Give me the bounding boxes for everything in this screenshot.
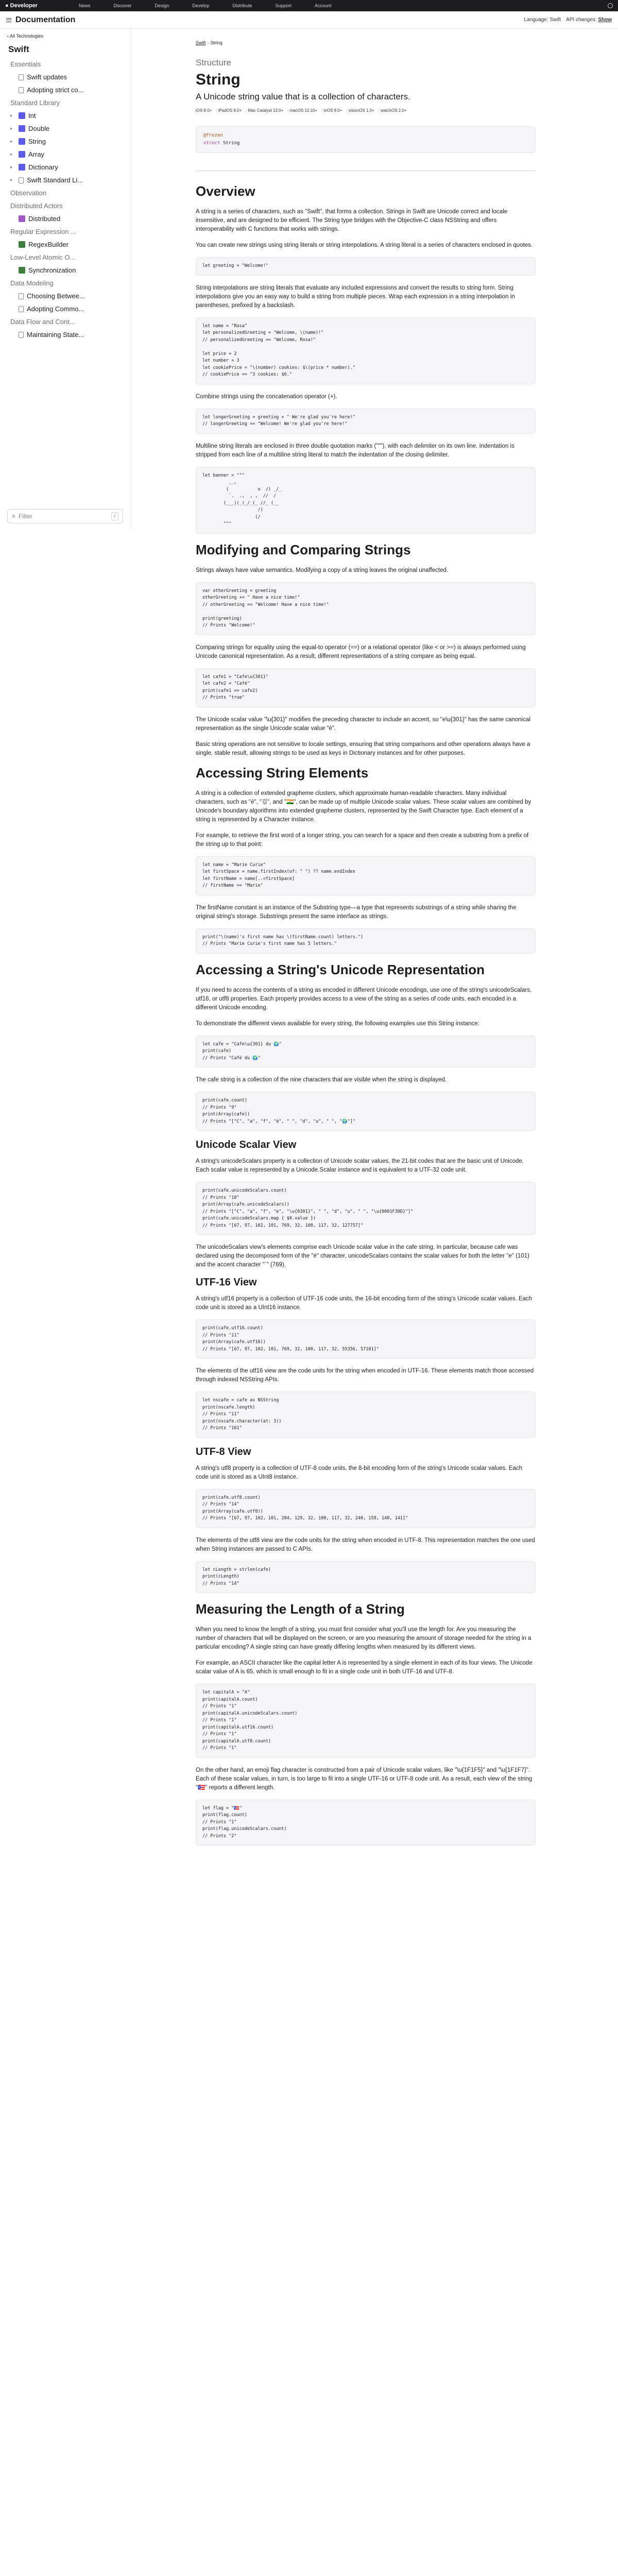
body-paragraph: String interpolations are string literals that evaluate any included expressions and convert the results to string form. String interpolations give you an easy way to build a string from multiple pieces. Wrap each expression in a string interpolation in parentheses, prefixed by a backslash. [196,284,515,309]
all-technologies-link[interactable]: ‹ All Technologies [7,33,43,39]
global-nav-link-develop[interactable]: Develop [192,3,210,8]
subsection-heading: UTF-8 View [196,1446,251,1458]
section-heading: Accessing String Elements [196,765,369,781]
body-paragraph: The Unicode scalar value "\u{301}" modifies the preceding character to include an accent, so "e\u{301}" has the same canonical representation as the single Unicode scalar value "é". [196,716,530,732]
sidebar-section-heading: Low-Level Atomic O... [10,253,76,261]
struct-icon [19,138,25,145]
section-heading: Overview [196,183,255,199]
sidebar-list [0,58,131,341]
language-option[interactable]: Language: Swift [524,17,561,23]
availability-badge: | Mac Catalyst 13.0+ [246,108,283,113]
body-paragraph: If you need to access the contents of a string as encoded in different Unicode encodings, use one of the string's unicodeScalars, utf16, or utf8 properties. Each property provides access to a view of the string as a series of code units, each encoded in a different Unicode encoding. [196,987,532,1011]
abstract: A Unicode string value that is a collection of characters. [196,92,410,101]
body-paragraph: Strings always have value semantics. Modifying a copy of a string leaves the original unaffected. [196,567,449,573]
sidebar-section-heading: Standard Library [10,99,60,107]
declaration-keyword: struct [203,141,220,146]
body-paragraph: A string's utf16 property is a collection of UTF-16 code units, the 16-bit encoding form of the string's Unicode scalar values. Each code unit is stored as a UInt16 instance. [196,1296,533,1311]
global-nav-link-distribute[interactable]: Distribute [232,3,252,8]
code-listing: let cafe = "Cafe\u{301} du 🌍" print(cafe) // Prints "Café du 🌍" [196,1036,536,1068]
sidebar-item-label: Adopting strict co... [27,86,84,94]
sidebar-item[interactable] [0,71,131,83]
breadcrumb-string: String [210,40,223,45]
availability-badge: | tvOS 9.0+ [321,108,342,113]
sidebar-item[interactable] [0,161,131,174]
documentation-header [0,11,618,29]
chevron-right-icon[interactable]: ▸ [10,151,13,157]
article-icon [19,332,24,338]
code-listing: let flag = "🇵🇷" print(flag.count) // Prints "1" print(flag.unicodeScalars.count) // Prints "2" [196,1800,536,1846]
body-paragraph: On the other hand, an emoji flag character is constructed from a pair of Unicode scalar values, like "\u{1F1F5}" and "\u{1F1F7}". Each of these scalar values, in turn, is too large to fit into a single UTF-16 or UTF-8 code unit. As a result, each view of the string "🇵🇷" reports a different length. [196,1767,533,1791]
module-icon [19,267,25,274]
symbol-kind: Structure [196,58,231,67]
sidebar-item-label: Choosing Betwee... [27,292,85,300]
code-listing: let capitalA = "A" print(capitalA.count) // Prints "1" print(capitalA.unicodeScalars.count) // Prints "1" print(capitalA.utf16.count) // Prints "1" print(capitalA.utf8.count) // Prints "1" [196,1684,536,1758]
sidebar-item[interactable] [0,174,131,187]
code-listing: print(cafe.utf16.count) // Prints "11" print(Array(cafe.utf16)) // Prints "[67, 97, 102, 101, 769, 32, 100, 117, 32, 55356, 57101]" [196,1319,536,1359]
global-nav-link-account[interactable]: Account [314,3,332,8]
code-listing: let banner = """ __, ( o /) _/_ `. ., , , // / (___)(_(_/_(_ //_ (__ /) (/ """ [196,467,536,534]
declaration-name: String [222,141,240,146]
global-nav [0,0,618,11]
availability-badge: | watchOS 2.0+ [379,108,407,113]
sidebar-section-heading: Distributed Actors [10,202,63,210]
body-paragraph: For example, an ASCII character like the capital letter A is represented by a single element in each of its four views. The Unicode scalar value of A is 65, which is small enough to fit in a single code unit in both UTF-16 and UTF-8. [196,1660,533,1675]
breadcrumb-swift[interactable]: Swift [196,40,206,45]
body-paragraph: The elements of the utf16 view are the code units for the string when encoded in UTF-16. These elements match those accessed through indexed NSString APIs. [196,1368,534,1383]
filter-icon: ≡ [12,513,16,520]
code-listing: print(cafe.unicodeScalars.count) // Prints "10" print(Array(cafe.unicodeScalars)) // Prints "["C", "a", "f", "e", "\u{0301}", " ", "d", "u", " ", "\u{0001F30D}"]" print(cafe.unicodeScalars.map { $0.value }) // Prints "[67, 97, 102, 101, 769, 32, 100, 117, 32, 127757]" [196,1182,536,1235]
search-icon[interactable] [608,3,613,8]
brand-label: Developer [10,3,38,9]
sidebar-item-label: Distributed [28,215,61,223]
body-paragraph: A string is a series of characters, such as "Swift", that forms a collection. Strings in Swift are Unicode correct and locale insensitive, and are designed to be efficient. The String type bridges with the Objective-C class NSString and offers interoperability with C functions that works with strings. [196,209,508,232]
global-nav-link-support[interactable]: Support [275,3,291,8]
sidebar-item-label: Maintaining State... [27,331,84,338]
filter-shortcut: / [111,512,118,520]
availability-badge: | macOS 10.10+ [287,108,317,113]
sidebar-item-label: Array [28,150,45,158]
code-listing: let cafe1 = "Cafe\u{301}" let cafe2 = "Café" print(cafe1 == cafe2) // Prints "true" [196,668,536,707]
subsection-heading: UTF-16 View [196,1277,257,1288]
declaration [196,126,536,153]
global-nav-link-news[interactable]: News [78,3,91,8]
developer-brand[interactable] [5,3,38,9]
global-nav-link-discover[interactable]: Discover [113,3,132,8]
body-paragraph: Basic string operations are not sensitive to locale settings, ensuring that string comparisons and other operations always have a single, stable result, allowing strings to be used as keys in Dictionary instances and for other purposes. [196,741,530,756]
sidebar-item-label: Int [28,112,36,120]
sidebar-section-heading: Data Modeling [10,279,54,287]
body-paragraph: Combine strings using the concatenation operator (+). [196,393,337,400]
body-paragraph: You can create new strings using string literals or string interpolations. A string literal is a series of characters enclosed in quotes. [196,242,533,248]
code-listing: let nscafe = cafe as NSString print(nscafe.length) // Prints "11" print(nscafe.character(at: 3)) // Prints "101" [196,1392,536,1438]
sidebar-item-label: Double [28,125,50,132]
sidebar-section-heading: Observation [10,189,47,197]
chevron-right-icon[interactable]: ▸ [10,139,13,144]
main-content [196,29,536,1854]
body-paragraph: The firstName constant is an instance of the Substring type—a type that represents substrings of a string while sharing the original string's storage. Substrings present the same interface as strings. [196,904,517,920]
sidebar-item[interactable] [0,212,131,225]
sidebar-item-label: String [28,138,46,145]
body-paragraph: For example, to retrieve the first word of a longer string, you can search for a space and then create a substring from a prefix of the string up to that point: [196,832,529,848]
availability-badge: iOS 8.0+ [196,108,212,113]
sidebar-section-heading: Essentials [10,60,41,68]
code-listing: print(cafe.count) // Prints "9" print(Array(cafe)) // Prints "["C", "a", "f", "é", " ", "d", "u", " ", "🌍"]" [196,1092,536,1131]
sidebar-section-heading: Regular Expression ... [10,228,76,235]
sidebar-toggle-icon[interactable] [6,18,11,22]
body-paragraph: When you need to know the length of a string, you must first consider what you'll use the length for. Are you measuring the number of characters that will be displayed on the screen, or are you measuring the amount of storage needed for the string in a particular encoding? A single string can have greatly differing lengths when measured by its different views. [196,1626,531,1650]
article-icon [19,177,24,183]
code-listing: let name = "Rosa" let personalizedGreeting = "Welcome, \(name)!" // personalizedGreeting == "Welcome, Rosa!" let price = 2 let number = 3 let cookiePrice = "\(number) cookies: $\(price * number)." // cookiePrice == "3 cookies: $6." [196,317,536,384]
sidebar-item[interactable] [0,328,131,341]
body-paragraph: A string's unicodeScalars property is a collection of Unicode scalar values, the 21-bit codes that are the basic unit of Unicode. Each scalar value is represented by a Unicode.Scalar instance and is equivalent to a UTF-32 code unit. [196,1158,524,1173]
body-paragraph: Multiline string literals are enclosed in three double quotation marks ("""), with each delimiter on its own line. Indentation is stripped from each line of a multiline string literal to match the indentation of the closing delimiter. [196,443,514,458]
sidebar-item[interactable] [0,135,131,148]
sidebar-item[interactable] [0,290,131,302]
chevron-right-icon[interactable]: ▸ [10,164,13,170]
struct-icon [19,151,25,158]
documentation-title[interactable]: Documentation [15,15,76,24]
sidebar-item[interactable] [0,264,131,277]
subsection-heading: Unicode Scalar View [196,1139,297,1150]
doc-options [524,17,612,23]
sidebar-item-label: Adopting Commo... [27,305,84,313]
body-paragraph: The unicodeScalars view's elements comprise each Unicode scalar value in the cafe string. In particular, because cafe was declared using the decomposed form of the "é" character, unicodeScalars contains the scalar values for both the letter "e" (101) and the accent character "´" (769). [196,1244,529,1268]
body-paragraph: A string is a collection of extended grapheme clusters, which approximate human-readable characters. Many individual characters, such as "é", "김", and "🇮🇳", can be made up of multiple Unicode scalar values. These scalar values are combined by Unicode's boundary algorithms into extended grapheme clusters, represented by the Swift Character type. Each element of a string is represented by a Character instance. [196,790,531,823]
code-listing: let longerGreeting = greeting + " We're glad you're here!" // longerGreeting == "Welcome! We're glad you're here!" [196,409,536,434]
content-sections [196,171,536,1845]
availability-badge: | iPadOS 8.0+ [216,108,242,113]
sidebar [0,29,131,529]
section-heading: Measuring the Length of a String [196,1601,405,1617]
body-paragraph: A string's utf8 property is a collection of UTF-8 code units, the 8-bit encoding form of the string's Unicode scalar values. Each code unit is stored as a UInt8 instance. [196,1465,523,1480]
article-icon [19,87,24,93]
body-paragraph: The cafe string is a collection of the nine characters that are visible when the string is displayed. [196,1077,447,1083]
global-nav-link-design[interactable]: Design [154,3,169,8]
code-listing: var otherGreeting = greeting otherGreeting += " Have a nice time!" // otherGreeting == "Welcome! Have a nice time!" print(greeting) // Prints "Welcome!" [196,582,536,635]
struct-icon [19,164,25,171]
global-nav-links [79,3,608,8]
sidebar-item[interactable] [0,238,131,251]
chevron-right-icon[interactable]: ▸ [10,177,13,182]
code-listing: let greeting = "Welcome!" [196,257,536,276]
sidebar-item-label: Synchronization [28,266,76,274]
code-listing: print(cafe.utf8.count) // Prints "14" print(Array(cafe.utf8)) // Prints "[67, 97, 102, 101, 204, 129, 32, 100, 117, 32, 240, 159, 140, 141]" [196,1489,536,1528]
protocol-icon [19,215,25,222]
section-heading: Accessing a String's Unicode Representation [196,961,485,977]
chevron-right-icon[interactable]: ▸ [10,113,13,118]
article-icon [19,293,24,299]
body-paragraph: To demonstrate the different views available for every string, the following examples use this String instance: [196,1020,479,1027]
code-listing: let cLength = strlen(cafe) print(cLength) // Prints "14" [196,1561,536,1594]
api-changes-option[interactable]: API changes: Show [566,17,612,23]
sidebar-title[interactable]: Swift [8,44,29,54]
article-icon [19,306,24,312]
chevron-right-icon[interactable]: ▸ [10,126,13,131]
filter-placeholder: Filter [19,513,32,520]
apple-logo-icon: ● [5,3,9,9]
availability-list [196,108,525,113]
sidebar-item[interactable] [0,122,131,135]
page-title: String [196,71,241,88]
sidebar-item-label: Dictionary [28,163,58,171]
struct-icon [19,112,25,119]
struct-icon [19,125,25,132]
sidebar-item[interactable] [0,148,131,161]
module-icon [19,241,25,248]
sidebar-item-label: Swift updates [27,73,67,81]
sidebar-item-label: RegexBuilder [28,241,69,248]
sidebar-section-heading: Data Flow and Cont... [10,318,75,326]
sidebar-item[interactable] [0,83,131,96]
body-paragraph: The elements of the utf8 view are the code units for the string when encoded in UTF-8. This representation matches the one used when String instances are passed to C APIs. [196,1537,535,1552]
breadcrumb: Swift › String [196,40,223,45]
article-icon [19,74,24,80]
code-listing: print("\(name)'s first name has \(firstName.count) letters.") // Prints "Marie Curie's first name has 5 letters." [196,928,536,954]
body-paragraph: Comparing strings for equality using the equal-to operator (==) or a relational operator (like < or >=) is always performed using Unicode canonical representation. As a result, different representations of a string compare as being equal. [196,644,526,659]
availability-badge: | visionOS 1.0+ [346,108,374,113]
filter-input[interactable] [7,509,123,523]
sidebar-item-label: Swift Standard Li... [27,176,83,184]
section-heading: Modifying and Comparing Strings [196,541,411,557]
sidebar-item[interactable] [0,302,131,315]
declaration-attribute: @frozen [203,133,223,138]
sidebar-item[interactable] [0,109,131,122]
code-listing: let name = "Marie Curie" let firstSpace = name.firstIndex(of: " ") ?? name.endIndex let firstName = name[..<firstSpace] // firstName == "Marie" [196,856,536,895]
